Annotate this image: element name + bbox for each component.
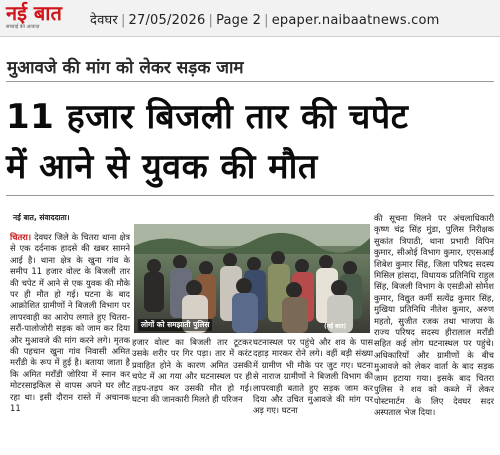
edition-city: देवघर — [90, 13, 118, 28]
separator: | — [264, 13, 269, 28]
edition-info — [90, 10, 440, 28]
article-column-2: हजार वोल्ट का बिजली तार टूटकर उसके शरीर पर गिर पड़ा। तार में करंट प्रवाहित होने के कारण अमित उसकी चपेट में आ गया और घटनास्थल पर ही तड़प-तड़प कर उसकी मौत हो गई। घटना की जानकारी मिलते ही परिजन — [132, 337, 252, 405]
photo-credit: (नई बात) — [324, 323, 347, 330]
newspaper-page — [0, 37, 500, 455]
epaper-header — [0, 0, 500, 37]
byline: नई बात, संवाददाता। — [13, 213, 70, 222]
divider — [6, 195, 494, 196]
page-number: Page 2 — [216, 13, 262, 28]
separator: | — [208, 13, 214, 28]
separator: | — [120, 13, 126, 28]
logo-text: नई बात — [6, 1, 62, 25]
photo-caption: लोगों को समझाती पुलिस — [138, 319, 212, 331]
divider — [6, 81, 494, 82]
news-photo — [134, 224, 370, 333]
dateline: चितरा। — [10, 232, 32, 242]
article-kicker: मुआवजे की मांग को लेकर सड़क जाम — [7, 58, 244, 78]
crowd-photo-illustration — [134, 224, 370, 333]
headline-line-2: में आने से युवक की मौत — [6, 147, 318, 187]
article-column-1 — [10, 232, 130, 455]
headline-line-1: 11 हजार बिजली तार की चपेट — [6, 97, 409, 137]
edition-date: 27/05/2026 — [128, 13, 206, 28]
logo-tagline: सच्चाई की आवाज़ — [6, 24, 40, 30]
article-column-3: घटनास्थल पर पहुंचे और शव के पास दहाड़ मारकर रोने लगे। वहीं बड़ी संख्या में ग्रामीण भी मौके पर जुट गए। घटना से नाराज ग्रामीणों ने बिजली विभाग की लापरवाही बताते हुए सड़क जाम कर दिया और उचित मुआवजे की मांग पर अड़ गए। घटना — [253, 337, 373, 416]
article-column-4: की सूचना मिलने पर अंचलाधिकारी कृष्ण चंद्र सिंह मुंडा, पुलिस निरीक्षक सुकांत त्रिपाठी, थाना प्रभारी विपिन कुमार, सीओई विभाग कुमार, एएसआई शिबेश कुमार सिंह, जिला परिषद सदस्य मिसिल हांसदा, विधायक प्रतिनिधि राहुल सिंह, बिजली विभाग के एसडीओ सोमेश कुमार, विद्युत कर्मी सत्येंद्र कुमार सिंह, मुखिया प्रतिनिधि नीतेश कुमार, अरुण महतो, सुजीत रजक तथा भाजपा के राज्य परिषद सदस्य हीरालाल मराँडी सहित कई लोग घटनास्थल पर पहुंचे। अधिकारियों और ग्रामीणों के बीच मुआवजे को लेकर वार्ता के बाद सड़क जाम हटाया गया। इसके बाद चितरा पुलिस ने शव को कब्जे में लेकर पोस्टमार्टम के लिए देवघर सदर अस्पताल भेज दिया। — [374, 213, 494, 417]
site-link[interactable]: epaper.naibaatnews.com — [271, 13, 440, 28]
newspaper-logo[interactable] — [6, 2, 68, 34]
column-1-text: देवघर जिले के चितरा थाना क्षेत्र से एक दर्दनाक हादसे की खबर सामने आई है। थाना क्षेत्र के खुना गांव के समीप 11 हजार वोल्ट के बिजली तार की चपेट में आने से एक युवक की मौके पर ही मौत हो गई। घटना के बाद आक्रोशित ग्रामीणों ने बिजली विभाग पर लापरवाही का आरोप लगाते हुए चितरा-सरौं-पालोजोरी सड़क को जाम कर दिया और मुआवजे की मांग करने लगे। मृतक की पहचान खुना गांव निवासी अमित मराँडी के रूप में हुई है। बताया जाता है कि अमित मराँडी जोरिया में स्नान कर मोटरसाइकिल से वापस अपने घर लौट रहा था। इसी दौरान रास्ते में अचानक 11 — [10, 232, 130, 414]
